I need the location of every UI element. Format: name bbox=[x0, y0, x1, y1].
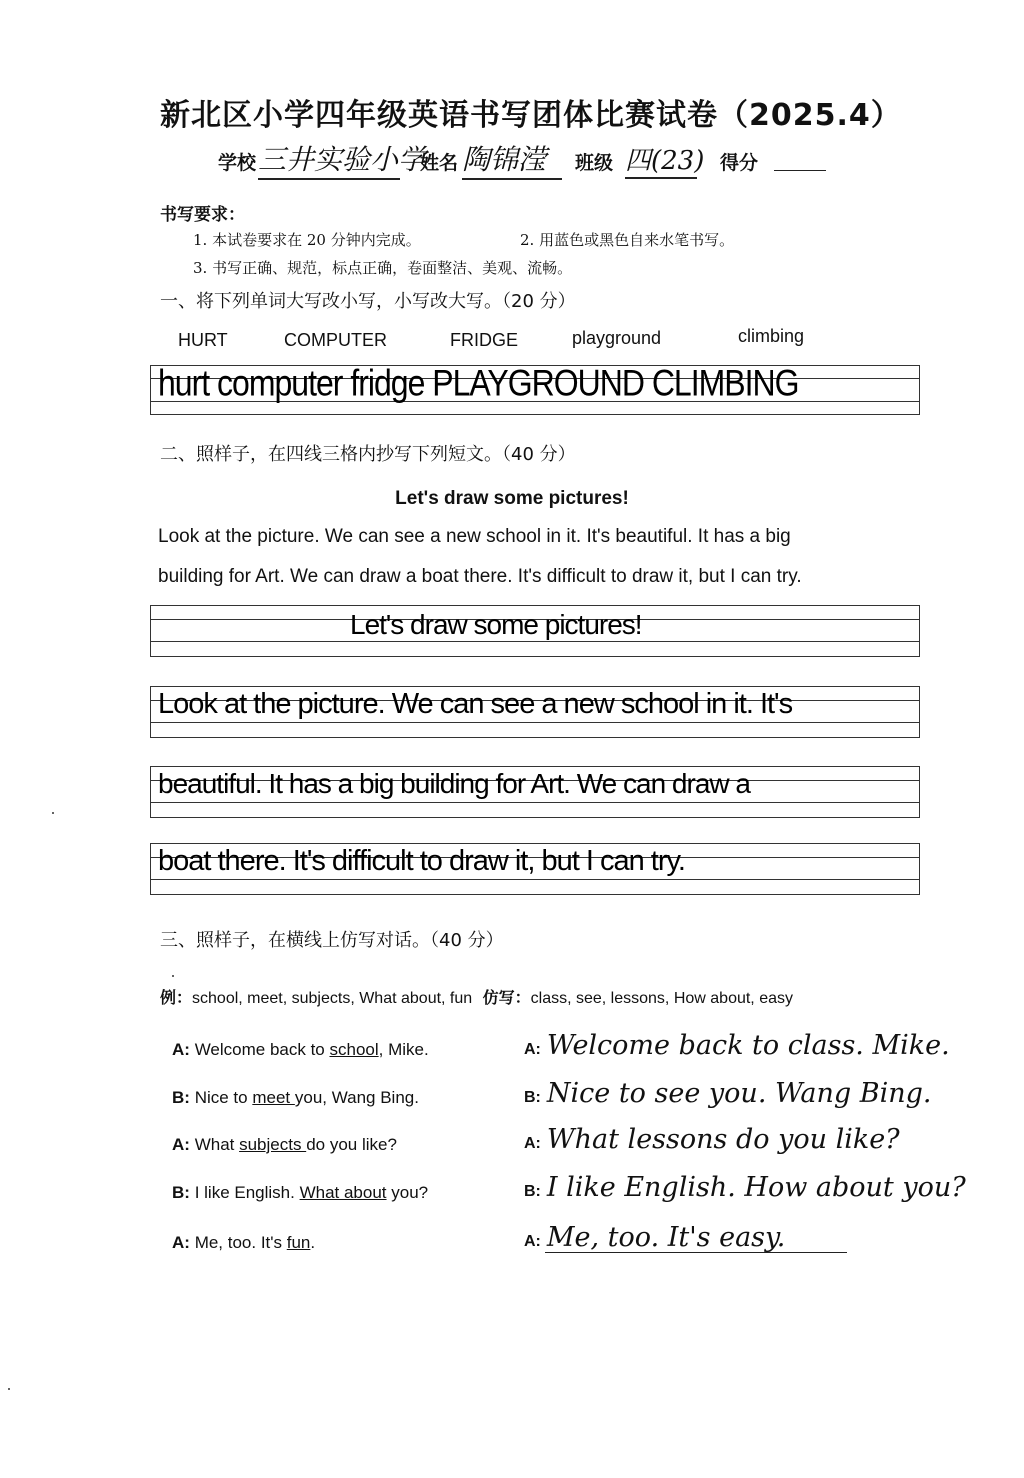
ink-dot bbox=[172, 975, 174, 977]
answer-row-3: beautiful. It has a big building for Art. We can draw a bbox=[158, 768, 750, 799]
section1-heading: 一、将下列单词大写改小写，小写改大写。（20 分） bbox=[160, 291, 576, 312]
writing-grid-section1[interactable] bbox=[150, 362, 920, 415]
dialogue-line-5: A: Me, too. It's fun. bbox=[172, 1233, 316, 1252]
dialogue-line-3: A: What subjects do you like? bbox=[172, 1135, 397, 1154]
passage-line-1: Look at the picture. We can see a new school in it. It's beautiful. It has a big bbox=[158, 526, 791, 547]
sample-title: Let's draw some pictures! bbox=[395, 488, 629, 509]
page-title: 新北区小学四年级英语书写团体比赛试卷（2025.4） bbox=[160, 98, 902, 133]
scan-speck bbox=[8, 1388, 10, 1390]
section3-heading: 三、照样子，在横线上仿写对话。（40 分） bbox=[160, 930, 504, 951]
requirement-1: 1. 本试卷要求在 20 分钟内完成。 bbox=[193, 231, 421, 249]
example-line bbox=[160, 985, 793, 1008]
answer-row-4: boat there. It's difficult to draw it, but I can try. bbox=[158, 845, 685, 877]
section1-answer: hurt computer fridge PLAYGROUND CLIMBING bbox=[158, 362, 799, 404]
writing-grid-row-3[interactable] bbox=[150, 766, 920, 818]
word-2: COMPUTER bbox=[284, 330, 387, 350]
section2-heading: 二、照样子，在四线三格内抄写下列短文。（40 分） bbox=[160, 444, 576, 465]
word-4: playground bbox=[572, 328, 662, 348]
requirement-2: 2. 用蓝色或黑色自来水笔书写。 bbox=[520, 231, 735, 249]
class-label: 班级 bbox=[575, 152, 614, 174]
score-field[interactable] bbox=[774, 170, 826, 171]
answer-line-3[interactable]: A: What lessons do you like? bbox=[524, 1124, 900, 1155]
answer-line-1[interactable]: A: Welcome back to class. Mike. bbox=[524, 1030, 950, 1061]
answer-line-5[interactable]: A: Me, too. It's easy. bbox=[524, 1222, 786, 1253]
imitate-words: class, see, lessons, How about, easy bbox=[530, 990, 793, 1007]
answer-row-1: Let's draw some pictures! bbox=[350, 609, 642, 640]
requirements-heading: 书写要求： bbox=[160, 205, 245, 225]
dialogue-line-4: B: I like English. What about you? bbox=[172, 1183, 429, 1202]
imitate-label: 仿写： bbox=[482, 988, 531, 1007]
passage-line-2: building for Art. We can draw a boat there. It's difficult to draw it, but I can try. bbox=[158, 566, 802, 587]
dialogue-line-2: B: Nice to meet you, Wang Bing. bbox=[172, 1088, 419, 1107]
example-words: school, meet, subjects, What about, fun bbox=[192, 990, 473, 1007]
answer-line-4[interactable]: B: I like English. How about you? bbox=[524, 1172, 966, 1203]
answer-line-2[interactable]: B: Nice to see you. Wang Bing. bbox=[524, 1078, 932, 1109]
scan-speck bbox=[52, 812, 54, 814]
writing-grid-row-2[interactable] bbox=[150, 686, 920, 738]
word-5: climbing bbox=[738, 326, 805, 346]
class-field[interactable]: 四(23) bbox=[625, 140, 697, 179]
name-field[interactable]: 陶锦滢 bbox=[462, 138, 562, 180]
word-3: FRIDGE bbox=[450, 330, 519, 350]
writing-grid-row-4[interactable] bbox=[150, 843, 920, 895]
school-label: 学校 bbox=[218, 152, 257, 174]
dialogue-line-1: A: Welcome back to school, Mike. bbox=[172, 1040, 429, 1059]
school-field[interactable]: 三井实验小学 bbox=[258, 138, 400, 180]
example-label: 例： bbox=[160, 988, 193, 1007]
requirement-3: 3. 书写正确、规范，标点正确，卷面整洁、美观、流畅。 bbox=[193, 259, 573, 277]
answer-row-2: Look at the picture. We can see a new school in it. It's bbox=[158, 688, 793, 720]
word-1: HURT bbox=[178, 330, 228, 350]
answer-underline-5 bbox=[545, 1252, 847, 1253]
name-label: 姓名 bbox=[420, 152, 459, 174]
score-label: 得分 bbox=[720, 152, 759, 174]
writing-grid-row-1[interactable] bbox=[150, 605, 920, 657]
